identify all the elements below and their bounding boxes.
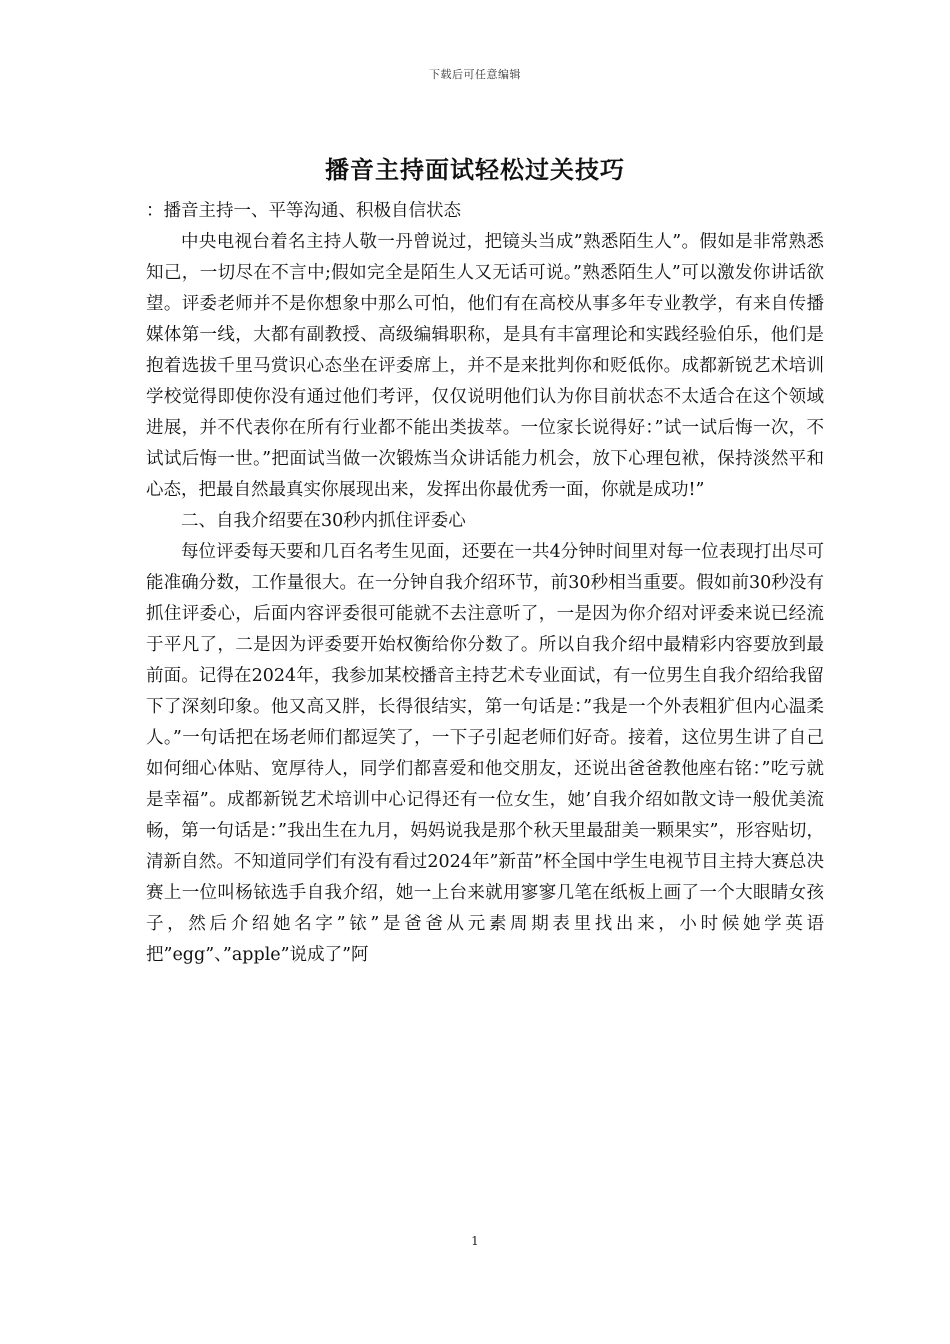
page-number: 1 <box>471 1234 479 1248</box>
section-heading-2: 二、自我介绍要在30秒内抓住评委心 <box>181 511 466 531</box>
paragraph-2: 每位评委每天要和几百名考生见面，还要在一共4分钟时间里对每一位表现打出尽可能准确分数，工作量很大。在一分钟自我介绍环节，前30秒相当重要。假如前30秒没有抓住评委心，后面内容评委很可能就不去注意听了，一是因为你介绍对评委来说已经流于平凡了，二是因为评委要开始权衡给你分数了。所以自我介绍中最精彩内容要放到最前面。记得在2024年，我参加某校播音主持艺术专业面试，有一位男生自我介绍给我留下了深刻印象。他又高又胖，长得很结实，第一句话是：”我是一个外表粗犷但内心温柔人。”一句话把在场老师们都逗笑了，一下子引起老师们好奇。接着，这位男生讲了自己如何细心体贴、宽厚待人，同学们都喜爱和他交朋友，还说出爸爸教他座右铭：”吃亏就是幸福”。成都新锐艺术培训中心记得还有一位女生，她’自我介绍如散文诗一般优美流畅，第一句话是：”我出生在九月，妈妈说我是那个秋天里最甜美一颗果实”，形容贴切，清新自然。不知道同学们有没有看过2024年”新苗”杯全国中学生电视节目主持大赛总决赛上一位叫杨铱选手自我介绍，她一上台来就用寥寥几笔在纸板上画了一个大眼睛女孩子，然后介绍她名字”铱”是爸爸从元素周期表里找出来，小时候她学英语把”egg”、”apple”说成了”阿 <box>146 542 824 965</box>
header-note: 下载后可任意编辑 <box>429 68 521 81</box>
paragraph-1: 中央电视台着名主持人敬一丹曾说过，把镜头当成”熟悉陌生人”。假如是非常熟悉知己，一切尽在不言中;假如完全是陌生人又无话可说。”熟悉陌生人”可以激发你讲话欲望。评委老师并不是你想象中那么可怕，他们有在高校从事多年专业教学，有来自传播媒体第一线，大都有副教授、高级编辑职称，是具有丰富理论和实践经验伯乐，他们是抱着选拔千里马赏识心态坐在评委席上，并不是来批判你和贬低你。成都新锐艺术培训学校觉得即使你没有通过他们考评，仅仅说明他们认为你目前状态不太适合在这个领域进展，并不代表你在所有行业都不能出类拔萃。一位家长说得好：”试一试后悔一次，不试试后悔一世。”把面试当做一次锻炼当众讲话能力机会，放下心理包袱，保持淡然平和心态，把最自然最真实你展现出来，发挥出你最优秀一面，你就是成功!” <box>146 232 824 500</box>
section-heading-1: ：播音主持一、平等沟通、积极自信状态 <box>146 201 461 221</box>
document-body <box>146 196 824 971</box>
document-title: 播音主持面试轻松过关技巧 <box>325 155 625 184</box>
